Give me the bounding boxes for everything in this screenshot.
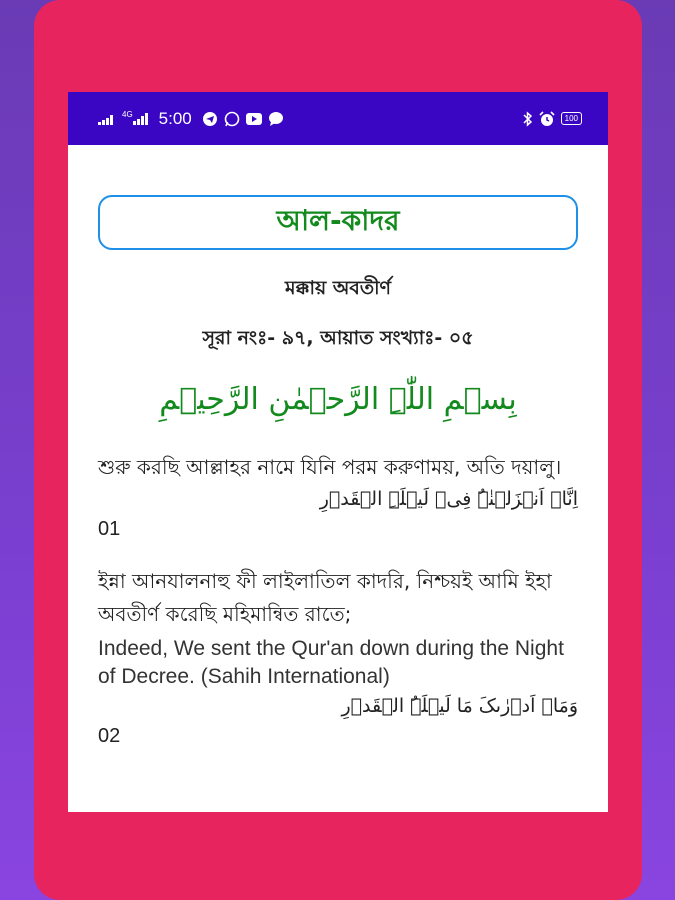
bismillah-arabic: بِسۡمِ اللّٰہِ الرَّحۡمٰنِ الرَّحِیۡمِ bbox=[159, 382, 517, 417]
youtube-icon bbox=[246, 112, 262, 126]
surah-title: আল-কাদর bbox=[98, 195, 578, 250]
verse-arabic: وَمَاۤ اَدۡرٰىکَ مَا لَیۡلَۃُ الۡقَدۡرِ bbox=[341, 695, 578, 717]
verse-bangla: ইন্না আনযালনাহু ফী লাইলাতিল কাদরি, নিশ্চয়ই আমি ইহা অবতীর্ণ করেছি মহিমান্বিত রাতে; bbox=[98, 569, 552, 626]
battery-icon: 100 bbox=[561, 112, 582, 125]
chat-bubble-icon bbox=[268, 111, 284, 127]
verse-number: 01 bbox=[98, 518, 121, 540]
surah-content bbox=[68, 195, 608, 748]
bluetooth-icon bbox=[523, 111, 533, 127]
surah-info: সূরা নংঃ- ৯৭, আয়াত সংখ্যাঃ- ০৫ bbox=[202, 327, 474, 349]
verse-number: 02 bbox=[98, 725, 121, 747]
status-time: 5:00 bbox=[158, 108, 192, 128]
verse-arabic: اِنَّاۤ اَنۡزَلۡنٰہُ فِیۡ لَیۡلَۃِ الۡقَدۡرِ bbox=[319, 488, 578, 510]
network-label: 4G bbox=[122, 110, 133, 119]
telegram-icon bbox=[202, 111, 218, 127]
alarm-icon bbox=[539, 111, 555, 127]
verse-english: Indeed, We sent the Qur'an down during the Night of Decree. (Sahih International) bbox=[98, 637, 564, 688]
whatsapp-icon bbox=[224, 111, 240, 127]
signal-icon bbox=[98, 113, 116, 125]
status-bar bbox=[68, 92, 608, 145]
verse-item bbox=[98, 488, 578, 691]
status-bar-right bbox=[523, 111, 582, 127]
phone-screen bbox=[68, 92, 608, 812]
signal-4g-icon bbox=[122, 110, 149, 125]
status-bar-left bbox=[98, 109, 284, 129]
revelation-place: মক্কায় অবতীর্ণ bbox=[284, 277, 392, 299]
bismillah-translation: শুরু করছি আল্লাহর নামে যিনি পরম করুণাময়, অতি দয়ালু। bbox=[98, 455, 562, 479]
verse-item bbox=[98, 695, 578, 748]
